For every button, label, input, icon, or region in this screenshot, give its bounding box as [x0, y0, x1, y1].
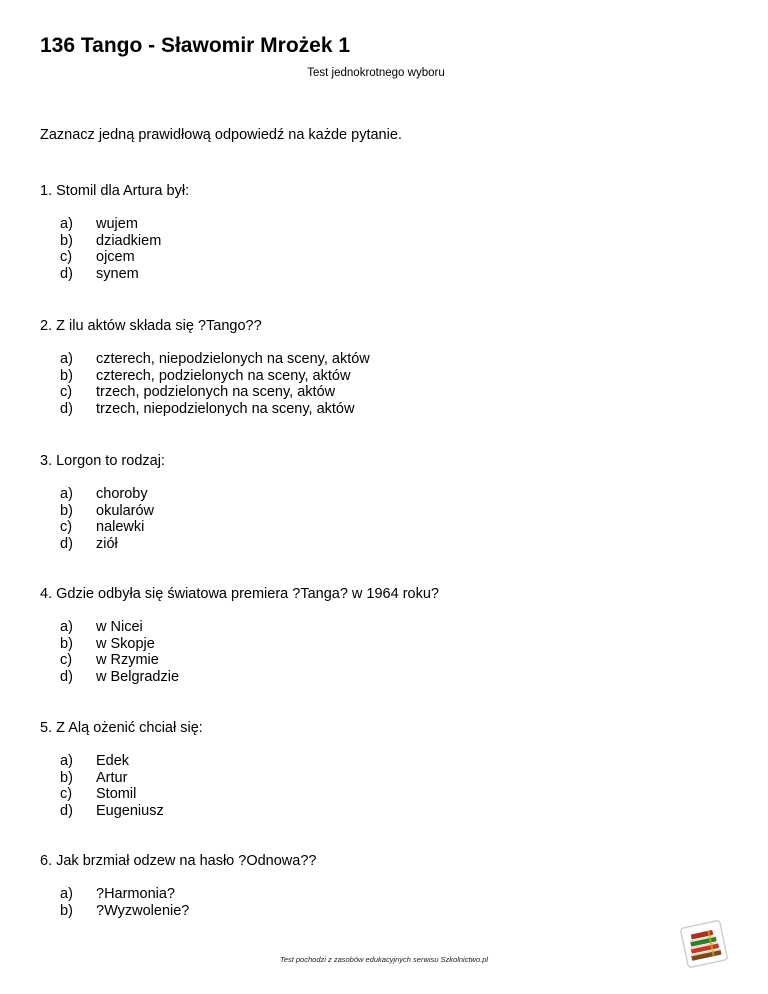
answer-text: trzech, niepodzielonych na sceny, aktów: [96, 400, 355, 417]
answer-letter: b): [60, 367, 73, 384]
answer-text: w Belgradzie: [96, 668, 180, 685]
answer-option: [60, 384, 370, 401]
question-6: [40, 852, 316, 919]
answer-letter: d): [60, 400, 73, 417]
answer-text: ?Harmonia?: [96, 886, 175, 902]
answer-option: [60, 903, 316, 920]
answer-letter: a): [60, 619, 73, 635]
question-text: 5. Z Alą ożenić chciał się:: [40, 720, 203, 736]
answer-text: w Skopje: [96, 635, 155, 652]
answer-text: Eugeniusz: [96, 802, 164, 819]
answer-option: [60, 753, 203, 770]
answer-text: Stomil: [96, 786, 137, 803]
answer-text: ?Wyzwolenie?: [96, 902, 190, 919]
answer-letter: c): [60, 249, 73, 266]
answer-text: okularów: [96, 502, 155, 519]
answer-option: [60, 886, 316, 903]
answer-letter: b): [60, 769, 73, 786]
question-text: 2. Z ilu aktów składa się ?Tango??: [40, 318, 262, 334]
question-4: [40, 585, 439, 685]
question-2: [40, 317, 370, 417]
answer-letter: c): [60, 652, 73, 669]
answer-text: nalewki: [96, 519, 145, 536]
question-text: 4. Gdzie odbyła się światowa premiera ?Tanga? w 1964 roku?: [40, 586, 439, 602]
answer-letter: b): [60, 502, 73, 519]
answer-text: wujem: [96, 216, 138, 232]
answer-option: [60, 536, 165, 553]
answer-option: [60, 786, 203, 803]
answer-text: Artur: [96, 769, 128, 786]
footer-source: Test pochodzi z zasobów edukacyjnych serwisu Szkolnictwo.pl: [279, 955, 489, 964]
answer-letter: c): [60, 786, 73, 803]
question-3: [40, 452, 165, 552]
answer-letter: d): [60, 265, 73, 282]
answer-letter: d): [60, 802, 73, 819]
answer-letter: a): [60, 486, 73, 502]
answer-letter: b): [60, 232, 73, 249]
answer-option: [60, 652, 439, 669]
answer-list: [40, 486, 165, 552]
answer-option: [60, 233, 189, 250]
answer-text: Edek: [96, 753, 130, 769]
answer-option: [60, 249, 189, 266]
answer-list: [40, 886, 316, 919]
page-title: 136 Tango - Sławomir Mrożek 1: [40, 34, 351, 57]
answer-letter: c): [60, 519, 73, 536]
answer-list: [40, 753, 203, 819]
answer-text: w Rzymie: [96, 652, 159, 669]
page-subtitle: Test jednokrotnego wyboru: [307, 67, 445, 79]
answer-option: [60, 351, 370, 368]
answer-text: czterech, podzielonych na sceny, aktów: [96, 367, 351, 384]
answer-text: synem: [96, 265, 139, 282]
answer-option: [60, 619, 439, 636]
answer-text: czterech, niepodzielonych na sceny, aktów: [96, 351, 370, 367]
answer-option: [60, 770, 203, 787]
answer-option: [60, 486, 165, 503]
answer-letter: c): [60, 384, 73, 401]
answer-text: ojcem: [96, 249, 135, 266]
answer-text: choroby: [96, 486, 148, 502]
answer-letter: b): [60, 635, 73, 652]
answer-option: [60, 368, 370, 385]
answer-option: [60, 216, 189, 233]
answer-letter: d): [60, 668, 73, 685]
answer-option: [60, 266, 189, 283]
answer-option: [60, 503, 165, 520]
answer-text: w Nicei: [96, 619, 143, 635]
question-1: [40, 182, 189, 282]
answer-text: dziadkiem: [96, 232, 162, 249]
answer-letter: a): [60, 216, 73, 232]
answer-letter: d): [60, 535, 73, 552]
answer-option: [60, 401, 370, 418]
question-text: 1. Stomil dla Artura był:: [40, 183, 190, 199]
answer-letter: a): [60, 753, 73, 769]
answer-text: ziół: [96, 535, 118, 552]
books-stack-icon: [678, 918, 730, 970]
answer-option: [60, 803, 203, 820]
instruction-text: Zaznacz jedną prawidłową odpowiedź na każde pytanie.: [40, 127, 402, 143]
answer-option: [60, 636, 439, 653]
answer-list: [40, 351, 370, 417]
question-text: 6. Jak brzmiał odzew na hasło ?Odnowa??: [40, 853, 317, 869]
question-text: 3. Lorgon to rodzaj:: [40, 453, 165, 469]
answer-option: [60, 669, 439, 686]
answer-list: [40, 216, 189, 282]
answer-letter: b): [60, 902, 73, 919]
answer-option: [60, 519, 165, 536]
answer-list: [40, 619, 439, 685]
answer-text: trzech, podzielonych na sceny, aktów: [96, 384, 336, 401]
answer-letter: a): [60, 886, 73, 902]
answer-letter: a): [60, 351, 73, 367]
question-5: [40, 719, 203, 819]
